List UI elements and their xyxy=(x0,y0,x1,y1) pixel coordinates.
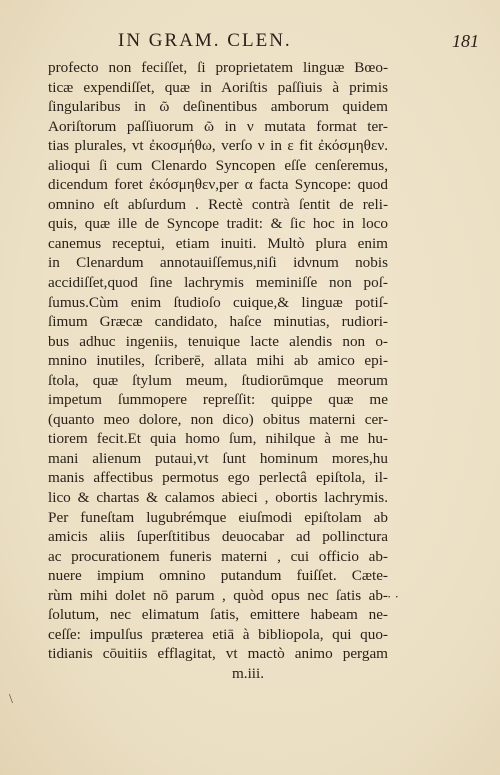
text-line: impetum ſummopere repreſſit: quippe quæ me xyxy=(48,391,388,409)
text-line: lico & chartas & calamos abieci , obortis lachrymis. xyxy=(48,489,388,507)
text-line: quis, quæ ille de Syncope tradit: & ſic hoc in loco xyxy=(48,215,388,233)
text-line: dicendum foret ἐκόσμηθεν,per α facta Syncope: quod xyxy=(48,176,388,194)
text-line: alioqui ſi cum Clenardo Syncopen eſſe cenſeremus, xyxy=(48,156,388,174)
text-line: bus adhuc ingeniis, tenuique lacte alendis non o- xyxy=(48,332,388,350)
text-line: Per funeſtam lugubrémque eiuſmodi epiſtolam ab xyxy=(48,508,388,526)
margin-dots: · · xyxy=(387,589,399,604)
running-head: IN GRAM. CLEN. xyxy=(118,30,292,51)
text-line: rùm mihi dolet nō parum , quòd opus nec ſatis ab- xyxy=(48,586,388,604)
text-line: tiorem fecit.Et quia homo ſum, nihilque à me hu- xyxy=(48,430,388,448)
text-line: ſtola, quæ ſtylum meum, ſtudiorūmque meorum xyxy=(48,371,388,389)
text-line: profecto non feciſſet, ſi proprietatem linguæ Bœo- xyxy=(48,59,388,76)
text-line: accidiſſet,quod ſine lachrymis meminiſſe non poſ- xyxy=(48,274,388,292)
text-line: nuere impium omnino putandum fuiſſet. Cæte- xyxy=(48,567,388,585)
text-line: tidianis cōuitiis efflagitat, vt mactò animo pergam xyxy=(48,645,388,663)
margin-mark: \ xyxy=(9,692,13,707)
text-line: amicis aliis ſuperſtitibus deuocabar ad pollinctura xyxy=(48,528,388,546)
text-line: (quanto meo dolore, non dico) obitus materni cer- xyxy=(48,410,388,428)
text-line: Aoriſtorum paſſiuorum ῶ in ν mutata format ter- xyxy=(48,117,388,135)
text-line: mnino inutiles, ſcriberē, allata mihi ab amico epi- xyxy=(48,352,388,370)
text-line: ſimum Græcæ candidato, haſce minutias, rudiori- xyxy=(48,313,388,331)
text-line: in Clenardum annotauiſſemus,niſi idνnum nobis xyxy=(48,254,388,272)
text-line: ceſſe: impulſus præterea etiā à bibliopola, qui quo- xyxy=(48,625,388,643)
text-line: omnino eſt abſurdum . Rectè contrà ſentit de reli- xyxy=(48,195,388,213)
body-text xyxy=(48,58,388,684)
text-line: ac procurationem funeris materni , cui officio ab- xyxy=(48,547,388,565)
signature-mark: m.iii. xyxy=(231,664,265,682)
page-number: 181 xyxy=(452,31,479,51)
text-line: tias plurales, vt ἐκοσμήθω, verſo ν in ε fit ἐκόσμηθεν. xyxy=(48,137,388,155)
text-line: ſolutum, nec elimatum ſatis, emittere habeam ne- xyxy=(48,606,388,624)
text-line: ſingularibus in ῶ deſinentibus amborum quidem xyxy=(48,98,388,116)
text-line: ſumus.Cùm enim ſtudioſo cuique,& linguæ potiſ- xyxy=(48,293,388,311)
text-line: manis affectibus permotus ego perlectâ epiſtola, il- xyxy=(48,469,388,487)
text-line: mani alienum putaui,vt ſunt hominum mores,hu xyxy=(48,449,388,467)
text-line: ticæ expendiſſet, quæ in Aoriſtis paſſiuis à primis xyxy=(48,78,388,96)
text-line: canemus receptui, etiam inuiti. Multò plura enim xyxy=(48,234,388,252)
